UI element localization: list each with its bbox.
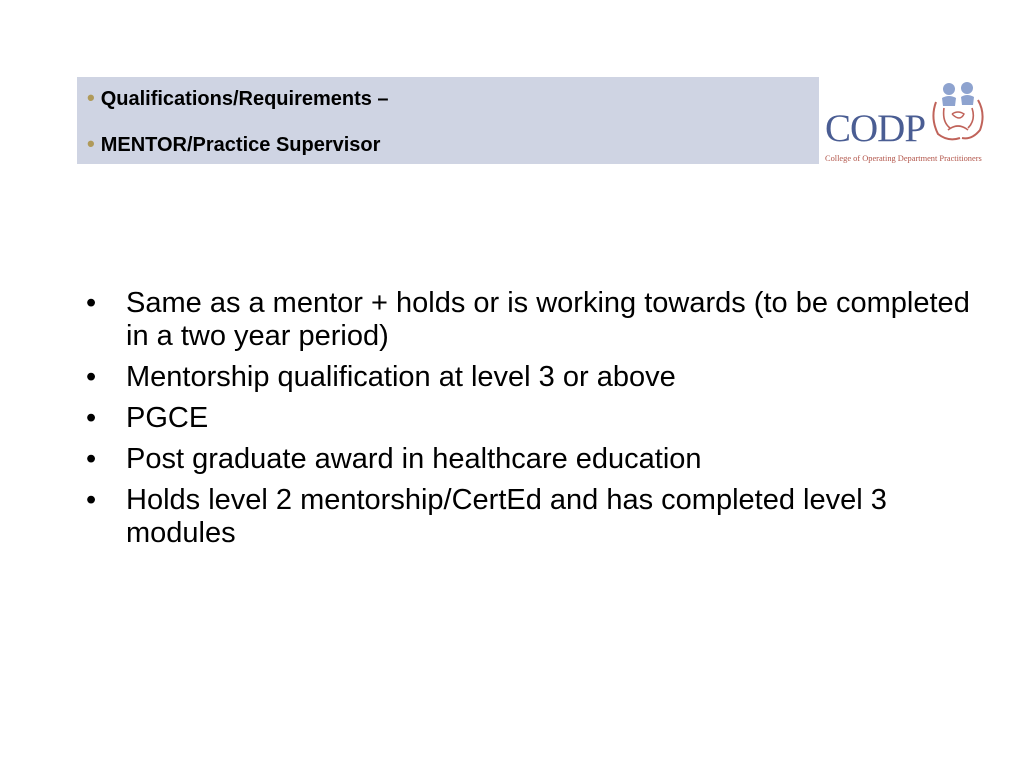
list-item-text: PGCE <box>126 402 209 434</box>
logo-subtitle: College of Operating Department Practitioners <box>825 154 982 163</box>
bullet-list <box>86 287 986 558</box>
bullet-marker: • <box>86 361 97 393</box>
list-item <box>86 361 986 394</box>
header-bullet: • <box>87 85 95 110</box>
list-item-text: Holds level 2 mentorship/CertEd and has completed level 3 modules <box>126 484 887 549</box>
list-item <box>86 287 986 353</box>
bullet-marker: • <box>86 402 97 434</box>
logo-name: CODP <box>825 107 926 150</box>
header-title-line-1 <box>87 85 389 111</box>
list-item <box>86 443 986 476</box>
bullet-marker: • <box>86 443 97 475</box>
bullet-marker: • <box>86 287 97 319</box>
list-item-text: Post graduate award in healthcare education <box>126 443 702 475</box>
header-title-line-2 <box>87 131 380 157</box>
codp-logo <box>822 76 992 168</box>
header-subtitle-text: MENTOR/Practice Supervisor <box>100 134 381 156</box>
list-item <box>86 402 986 435</box>
codp-figures-logo-icon <box>922 78 990 146</box>
list-item-text: Same as a mentor + holds or is working towards (to be completed in a two year period) <box>126 287 970 352</box>
header-bullet: • <box>87 131 95 156</box>
list-item <box>86 484 986 550</box>
list-item-text: Mentorship qualification at level 3 or above <box>126 361 676 393</box>
bullet-marker: • <box>86 484 97 516</box>
header-title-text: Qualifications/Requirements – <box>100 88 389 110</box>
